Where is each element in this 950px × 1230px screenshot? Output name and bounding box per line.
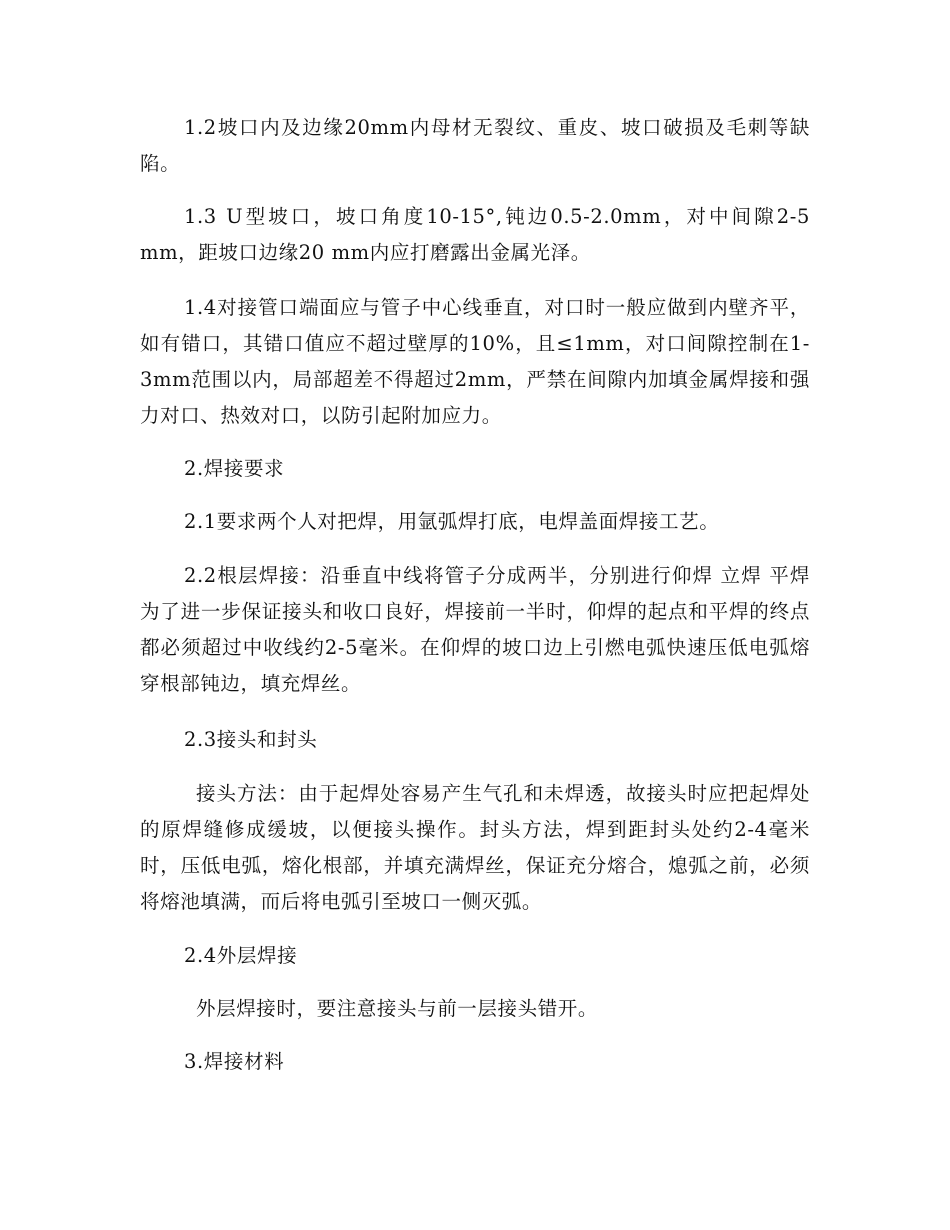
paragraph-2-4-content: 外层焊接时，要注意接头与前一层接头错开。: [196, 997, 599, 1020]
paragraph-1-4: 1.4对接管口端面应与管子中心线垂直，对口时一般应做到内壁齐平，如有错口，其错口值应不超过壁厚的10%，且≤1mm，对口间隙控制在1-3mm范围以内，局部超差不得超过2mm，严禁在间隙内加填金属焊接和强力对口、热效对口，以防引起附加应力。: [140, 296, 810, 427]
heading-3: 3.焊接材料: [184, 1050, 285, 1073]
heading-2: 2.焊接要求: [184, 457, 285, 480]
heading-2-3: 2.3接头和封头: [184, 728, 318, 751]
paragraph-2-3-content: 接头方法：由于起焊处容易产生气孔和未焊透，故接头时应把起焊处的原焊缝修成缓坡，以便接头操作。封头方法，焊到距封头处约2-4毫米时，压低电弧，熔化根部，并填充满焊丝，保证充分熔合，熄弧之前，必须将熔池填满，而后将电弧引至坡口一侧灭弧。: [140, 782, 810, 913]
paragraph-1-3: 1.3 U型坡口，坡口角度10-15°,钝边0.5-2.0mm，对中间隙2-5 mm，距坡口边缘20 mm内应打磨露出金属光泽。: [140, 205, 810, 264]
paragraph-2-2: 2.2根层焊接：沿垂直中线将管子分成两半，分别进行仰焊 立焊 平焊 为了进一步保证接头和收口良好，焊接前一半时，仰焊的起点和平焊的终点都必须超过中收线约2-5毫米。在仰焊的坡口边上引燃电弧快速压低电弧熔穿根部钝边，填充焊丝。: [140, 564, 810, 695]
heading-2-4: 2.4外层焊接: [184, 944, 298, 967]
paragraph-1-2: 1.2坡口内及边缘20mm内母材无裂纹、重皮、坡口破损及毛刺等缺陷。: [140, 116, 810, 175]
paragraph-2-1: 2.1要求两个人对把焊，用氩弧焊打底，电焊盖面焊接工艺。: [184, 510, 720, 533]
